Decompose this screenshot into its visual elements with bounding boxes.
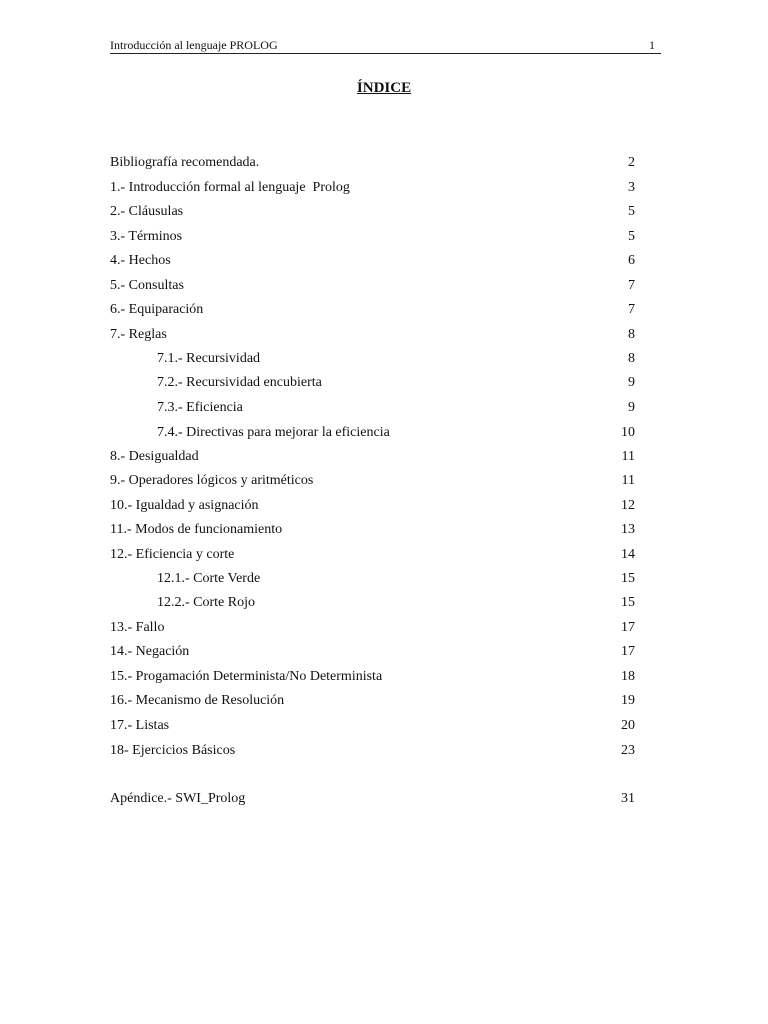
- toc-entry-5: [110, 276, 635, 296]
- toc-entry-label: 14.- Negación: [110, 644, 190, 659]
- toc-entry-label: 15.- Progamación Determinista/No Determinista: [110, 669, 383, 684]
- toc-entry-page: 31: [621, 791, 635, 806]
- toc-entry-label: 6.- Equiparación: [110, 302, 204, 317]
- toc-entry-11: [110, 520, 635, 540]
- toc-entry-page: 18: [621, 669, 635, 684]
- page-header: [110, 37, 661, 54]
- toc-entry-label: 10.- Igualdad y asignación: [110, 498, 259, 513]
- toc-entry-label: 12.1.- Corte Verde: [157, 571, 261, 586]
- toc-entry-page: 20: [621, 718, 635, 733]
- toc-entry-label: 7.- Reglas: [110, 327, 167, 342]
- toc-entry-page: 8: [628, 351, 635, 366]
- index-title: [0, 78, 768, 98]
- toc-entry-page: 19: [621, 693, 635, 708]
- toc-entry-page: 17: [621, 644, 635, 659]
- toc-entry-label: 18- Ejercicios Básicos: [110, 743, 236, 758]
- toc-entry-page: 11: [621, 473, 635, 488]
- toc-entry-page: 2: [628, 155, 635, 170]
- toc-entry-page: 7: [628, 302, 635, 317]
- toc-entry-8: [110, 447, 635, 467]
- toc-entry-page: 15: [621, 595, 635, 610]
- toc-entry-12-2: [110, 593, 635, 613]
- toc-entry-label: 17.- Listas: [110, 718, 170, 733]
- toc-entry-12: [110, 545, 635, 565]
- toc-entry-4: [110, 251, 635, 271]
- toc-entry-page: 23: [621, 743, 635, 758]
- toc-entry-label: Bibliografía recomendada.: [110, 155, 260, 170]
- header-page-number: 1: [649, 38, 655, 52]
- toc-entry-7-2: [110, 373, 635, 393]
- toc-entry-page: 9: [628, 400, 635, 415]
- toc-entry-label: 1.- Introducción formal al lenguaje Prolog: [110, 180, 350, 195]
- toc-entry-7-1: [110, 349, 635, 369]
- toc-entry-7: [110, 325, 635, 345]
- toc-entry-1: [110, 178, 635, 198]
- toc-entry-label: Apéndice.- SWI_Prolog: [110, 791, 246, 806]
- toc-entry-page: 14: [621, 547, 635, 562]
- toc-entry-page: 3: [628, 180, 635, 195]
- toc-entry-page: 15: [621, 571, 635, 586]
- toc-entry-label: 4.- Hechos: [110, 253, 171, 268]
- toc-entry-9: [110, 471, 635, 491]
- toc-entry-page: 9: [628, 375, 635, 390]
- toc-entry-6: [110, 300, 635, 320]
- toc-entry-label: 11.- Modos de funcionamiento: [110, 522, 283, 537]
- toc-entry-page: 8: [628, 327, 635, 342]
- toc-entry-label: 7.4.- Directivas para mejorar la eficiencia: [157, 425, 390, 440]
- toc-entry-page: 5: [628, 229, 635, 244]
- toc-entry-label: 13.- Fallo: [110, 620, 165, 635]
- toc-entry-page: 7: [628, 278, 635, 293]
- toc-entry-17: [110, 716, 635, 736]
- toc-entry-page: 5: [628, 204, 635, 219]
- toc-entry-18: [110, 741, 635, 761]
- toc-entry-3: [110, 227, 635, 247]
- header-title: Introducción al lenguaje PROLOG: [110, 38, 278, 52]
- toc-entry-14: [110, 642, 635, 662]
- toc-entry-label: 8.- Desigualdad: [110, 449, 199, 464]
- toc-entry-15: [110, 667, 635, 687]
- toc-entry-label: 9.- Operadores lógicos y aritméticos: [110, 473, 314, 488]
- toc-entry-13: [110, 618, 635, 638]
- toc-entry-page: 17: [621, 620, 635, 635]
- toc-entry-label: 7.2.- Recursividad encubierta: [157, 375, 322, 390]
- toc-entry-page: 6: [628, 253, 635, 268]
- toc-entry-page: 13: [621, 522, 635, 537]
- toc-entry-label: 12.- Eficiencia y corte: [110, 547, 235, 562]
- toc-entry-2: [110, 202, 635, 222]
- toc-entry-page: 11: [621, 449, 635, 464]
- toc-entry-bibliografia: [110, 153, 635, 173]
- toc-entry-label: 7.3.- Eficiencia: [157, 400, 243, 415]
- toc-entry-label: 12.2.- Corte Rojo: [157, 595, 255, 610]
- index-title-text: ÍNDICE: [356, 80, 412, 96]
- toc-entry-16: [110, 691, 635, 711]
- toc-entry-label: 16.- Mecanismo de Resolución: [110, 693, 285, 708]
- toc-entry-label: 3.- Términos: [110, 229, 183, 244]
- toc-entry-7-3: [110, 398, 635, 418]
- toc-entry-label: 5.- Consultas: [110, 278, 184, 293]
- toc-entry-apendice: [110, 789, 635, 809]
- toc-entry-page: 10: [621, 425, 635, 440]
- toc-entry-7-4: [110, 423, 635, 443]
- toc-entry-page: 12: [621, 498, 635, 513]
- toc-entry-12-1: [110, 569, 635, 589]
- toc-entry-10: [110, 496, 635, 516]
- toc-entry-label: 7.1.- Recursividad: [157, 351, 261, 366]
- toc-entry-label: 2.- Cláusulas: [110, 204, 184, 219]
